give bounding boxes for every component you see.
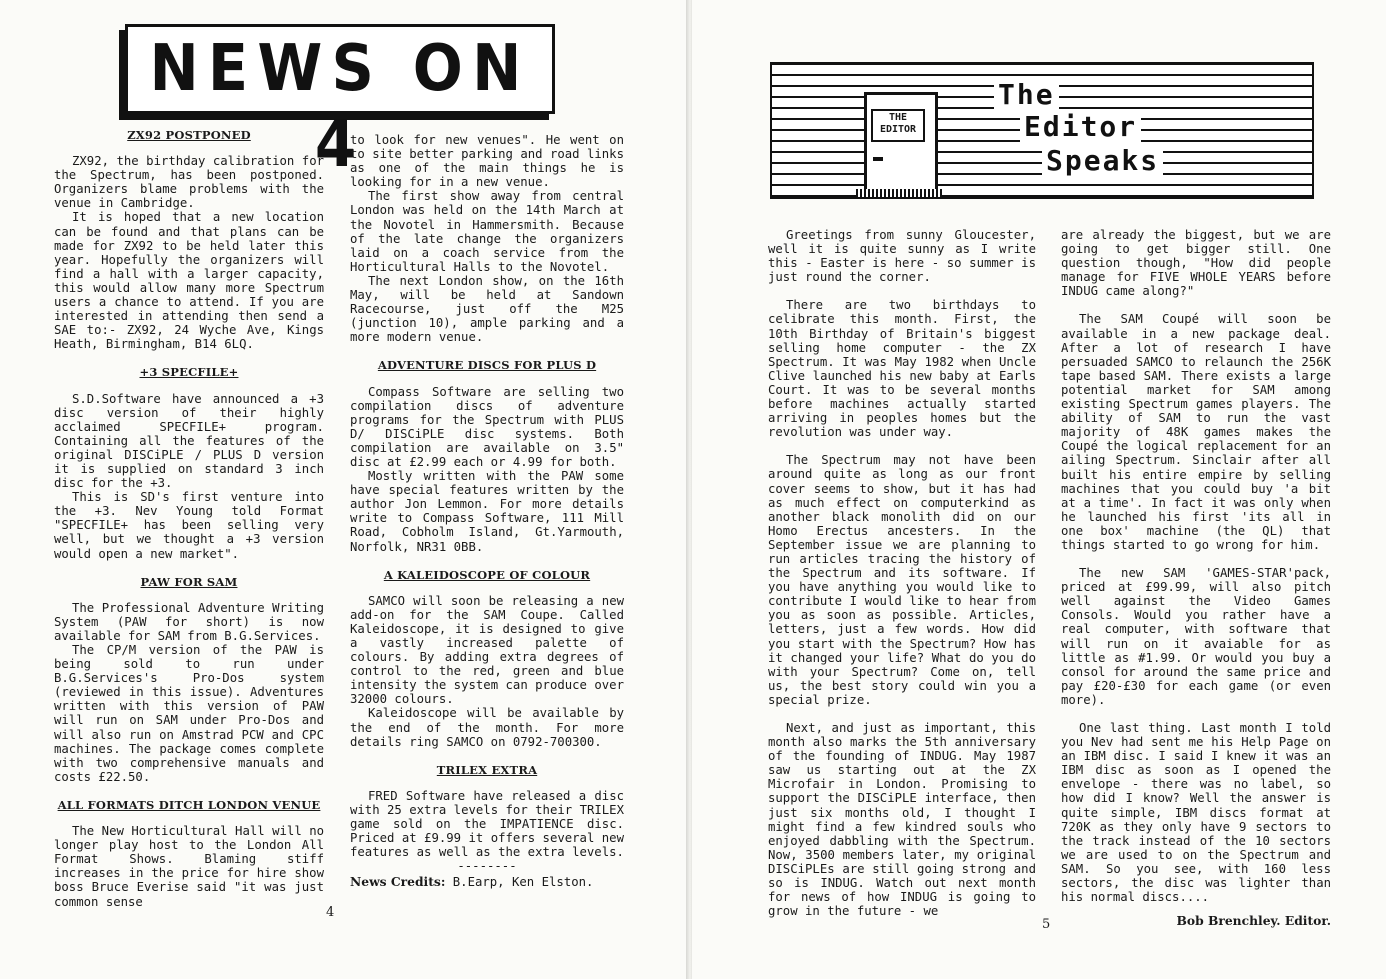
- heading-paw-for-sam: PAW FOR SAM: [140, 574, 238, 589]
- heading-kaleidoscope: A KALEIDOSCOPE OF COLOUR: [383, 567, 591, 582]
- banner-word-editor: Editor: [1020, 112, 1141, 142]
- news-credits-text: B.Earp, Ken Elston.: [452, 875, 594, 890]
- heading-trilex-extra: TRILEX EXTRA: [436, 762, 538, 777]
- article-paragraph: The first show away from central London was held on the 14th March at the Novotel in Hammersmith. Because of the late change the organizers laid on a coach service from the Horticultural Halls to the Novotel.: [350, 189, 624, 274]
- door-sign: [871, 109, 925, 142]
- banner-word-the: The: [994, 80, 1059, 110]
- article-paragraph: The Professional Adventure Writing System (PAW for short) is now available for SAM from B.G.Services.: [54, 600, 324, 643]
- article-paragraph: to look for new venues". He went on to site better parking and road links as one of the main things he is looking for in a new venue.: [350, 133, 624, 190]
- banner-word-speaks: Speaks: [1042, 146, 1163, 176]
- heading-adventure-discs: ADVENTURE DISCS FOR PLUS D: [377, 358, 597, 373]
- article-paragraph: ZX92, the birthday calibration for the Spectrum, has been postponed. Organizers blame problems with the venue in Cambridge.: [54, 154, 324, 211]
- article-paragraph: The next London show, on the 16th May, will be held at Sandown Racecourse, just off the M25 (junction 10), ample parking and a more modern venue.: [350, 273, 624, 345]
- editorial-paragraph: The new SAM 'GAMES-STAR'pack, priced at £99.99, will also pitch well against the Video Games Consols. Would you rather have a real computer, with software that will run on it avaiable for as little as #1.99. Or would you buy a consol for around the same price and pay £20-£30 for each game (or even more).: [1061, 566, 1331, 707]
- right-column-1: [768, 228, 1036, 918]
- editorial-paragraph: The SAM Coupé will soon be available in a new package deal. After a lot of research I have persuaded SAMCO to relaunch the 256K tape based SAM. There exists a large potential market for SAM among existing Spectrum games players. The ability of SAM to run the vast majority of 48K games makes the Coupé the logical replacement for an ailing Spectrum. Sinclair after all built his entire empire by selling machines that you could buy 'a bit at a time'. In fact it was only when he launched his first 'its all in one box' machine (the QL) that things started to go wrong for him.: [1061, 312, 1331, 552]
- door-icon: [864, 92, 938, 199]
- news-banner-title: NEWS ON 4: [149, 32, 531, 182]
- article-paragraph: The CP/M version of the PAW is being sold to run under B.G.Services's Pro-Dos system (reviewed in this issue). Adventures written with this version of PAW will run on SAM under Pro-Dos and will also run on Amstrad PCW and CPC machines. The package comes complete with two comprehensive manuals and costs £22.50.: [54, 643, 324, 784]
- right-column-2: [1061, 228, 1331, 928]
- article-paragraph: Kaleidoscope will be available by the end of the month. For more details ring SAMCO on 0792-700300.: [350, 706, 624, 749]
- article-paragraph: SAMCO will soon be releasing a new add-on for the SAM Coupe. Called Kaleidoscope, it is designed to give a vastly increased palette of colours. By adding extra degrees of control to the red, green and blue intensity the system can produce over 32000 colours.: [350, 593, 624, 707]
- page-number-left: 4: [326, 905, 335, 920]
- heading-specfile: +3 SPECFILE+: [139, 365, 239, 380]
- right-page: [692, 0, 1386, 979]
- door-handle-icon: [873, 157, 883, 161]
- heading-zx92-postponed: ZX92 POSTPONED: [127, 128, 251, 142]
- editorial-paragraph: are already the biggest, but we are going to get bigger still. One question though, "How did people manage for FIVE WHOLE YEARS before INDUG came along?": [1061, 228, 1331, 299]
- editorial-paragraph: The Spectrum may not have been around quite as long as our front cover seems to show, but it has had as much effect on computerkind as another black monolith did on our Homo Erectus ancesters. In the September issue we are planning to run articles tracing the history of the Spectrum and its software. If you have anything you would like to contribute I would like to hear from you as soon as possible. Articles, letters, just a few words. How did you start with the Spectrum? How has it changed your life? What do you do with your Spectrum? Come on, tell us, the best story could win you a special prize.: [768, 453, 1036, 707]
- article-paragraph: S.D.Software have announced a +3 disc version of their highly acclaimed SPECFILE+ program. Containing all the features of the original DISCiPLE / PLUS D version it is supplied on standard 3 inch disc for the +3.: [54, 391, 324, 491]
- editor-signoff: Bob Brenchley. Editor.: [1176, 913, 1331, 929]
- page-number-right: 5: [1042, 917, 1051, 932]
- door-sign-line2: EDITOR: [879, 124, 917, 135]
- article-paragraph: The New Horticultural Hall will no longer play host to the London All Format Shows. Blaming stiff increases in the price for hire show boss Bruce Everise said "it was just common sense: [54, 824, 324, 909]
- door-sign-line1: THE: [888, 112, 908, 123]
- editor-banner: [770, 62, 1314, 199]
- article-paragraph: This is SD's first venture into the +3. Nev Young told Format "SPECFILE+ has been selling very well, but we thought a +3 version would open a new market".: [54, 490, 324, 561]
- article-paragraph: It is hoped that a new location can be found and that plans can be made for ZX92 to be held later this year. Hopefully the organizers will find a hall with a larger capacity, this would allow many more Spectrum users a chance to attend. If you are interested in attending then send a SAE to:- ZX92, 24 Wyche Ave, Kings Heath, Birmingham, B14 6LQ.: [54, 210, 324, 352]
- editorial-paragraph: Next, and just as important, this month also marks the 5th anniversary of the founding of INDUG. May 1987 saw us starting out at the ZX Microfair in London. Promising to support the DISCiPLE interface, then just six months old, I thought I might find a few kindred souls who enjoyed dabbling with the Spectrum. Now, 3500 members later, my original DISCiPLEs are still going strong and so is INDUG. Watch out next month for news of how INDUG is going to grow in the future - we: [768, 721, 1036, 919]
- article-paragraph: Mostly written with the PAW some have special features written by the author Jon Lemmon. For more details write to Compass Software, 111 Mill Road, Cobholm Island, Gt.Yarmouth, Norfolk, NR31 0BB.: [350, 469, 624, 554]
- editorial-paragraph: Greetings from sunny Gloucester, well it is quite sunny as I write this - Easter is here - so summer is just round the corner.: [768, 228, 1036, 285]
- news-credits-label: News Credits:: [350, 874, 446, 890]
- doorstep-icon: [856, 189, 942, 197]
- article-paragraph: FRED Software have released a disc with 25 extra levels for their TRILEX game sold on the IMPATIENCE disc. Priced at £9.99 it offers several new features as well as the extra levels.: [350, 788, 624, 860]
- left-page: [0, 0, 688, 979]
- article-paragraph: Compass Software are selling two compilation discs of adventure programs for the Spectrum with PLUS D/ DISCiPLE disc systems. Both compilation are available on 3.5" disc at £2.99 each or 4.99 for both.: [350, 384, 624, 469]
- news-credits: [350, 875, 624, 889]
- left-column-1: [54, 128, 324, 909]
- editorial-paragraph: One last thing. Last month I told you Nev had sent me his Help Page on an IBM disc. I said I knew it was an IBM disc as soon as I opened the envelope - there was no label, so how did I know? Well the answer is quite simple, IBM discs format at 720K as they only have 9 sectors to the track instead of the 10 sectors we are used to on the Spectrum and SAM. So you see, with 160 less sectors, the disc was lighter than his normal discs....: [1061, 721, 1331, 905]
- left-column-2: [350, 133, 624, 890]
- editorial-paragraph: There are two birthdays to celibrate this month. First, the 10th Birthday of Britain's biggest selling home computer - the ZX Spectrum. It was May 1982 when Uncle Clive launched his new baby at Earls Court. It was to be several months before machines actually started arriving in peoples homes but the revolution was under way.: [768, 298, 1036, 440]
- section-rule: --------: [457, 859, 517, 874]
- heading-london-venue: ALL FORMATS DITCH LONDON VENUE: [57, 797, 321, 812]
